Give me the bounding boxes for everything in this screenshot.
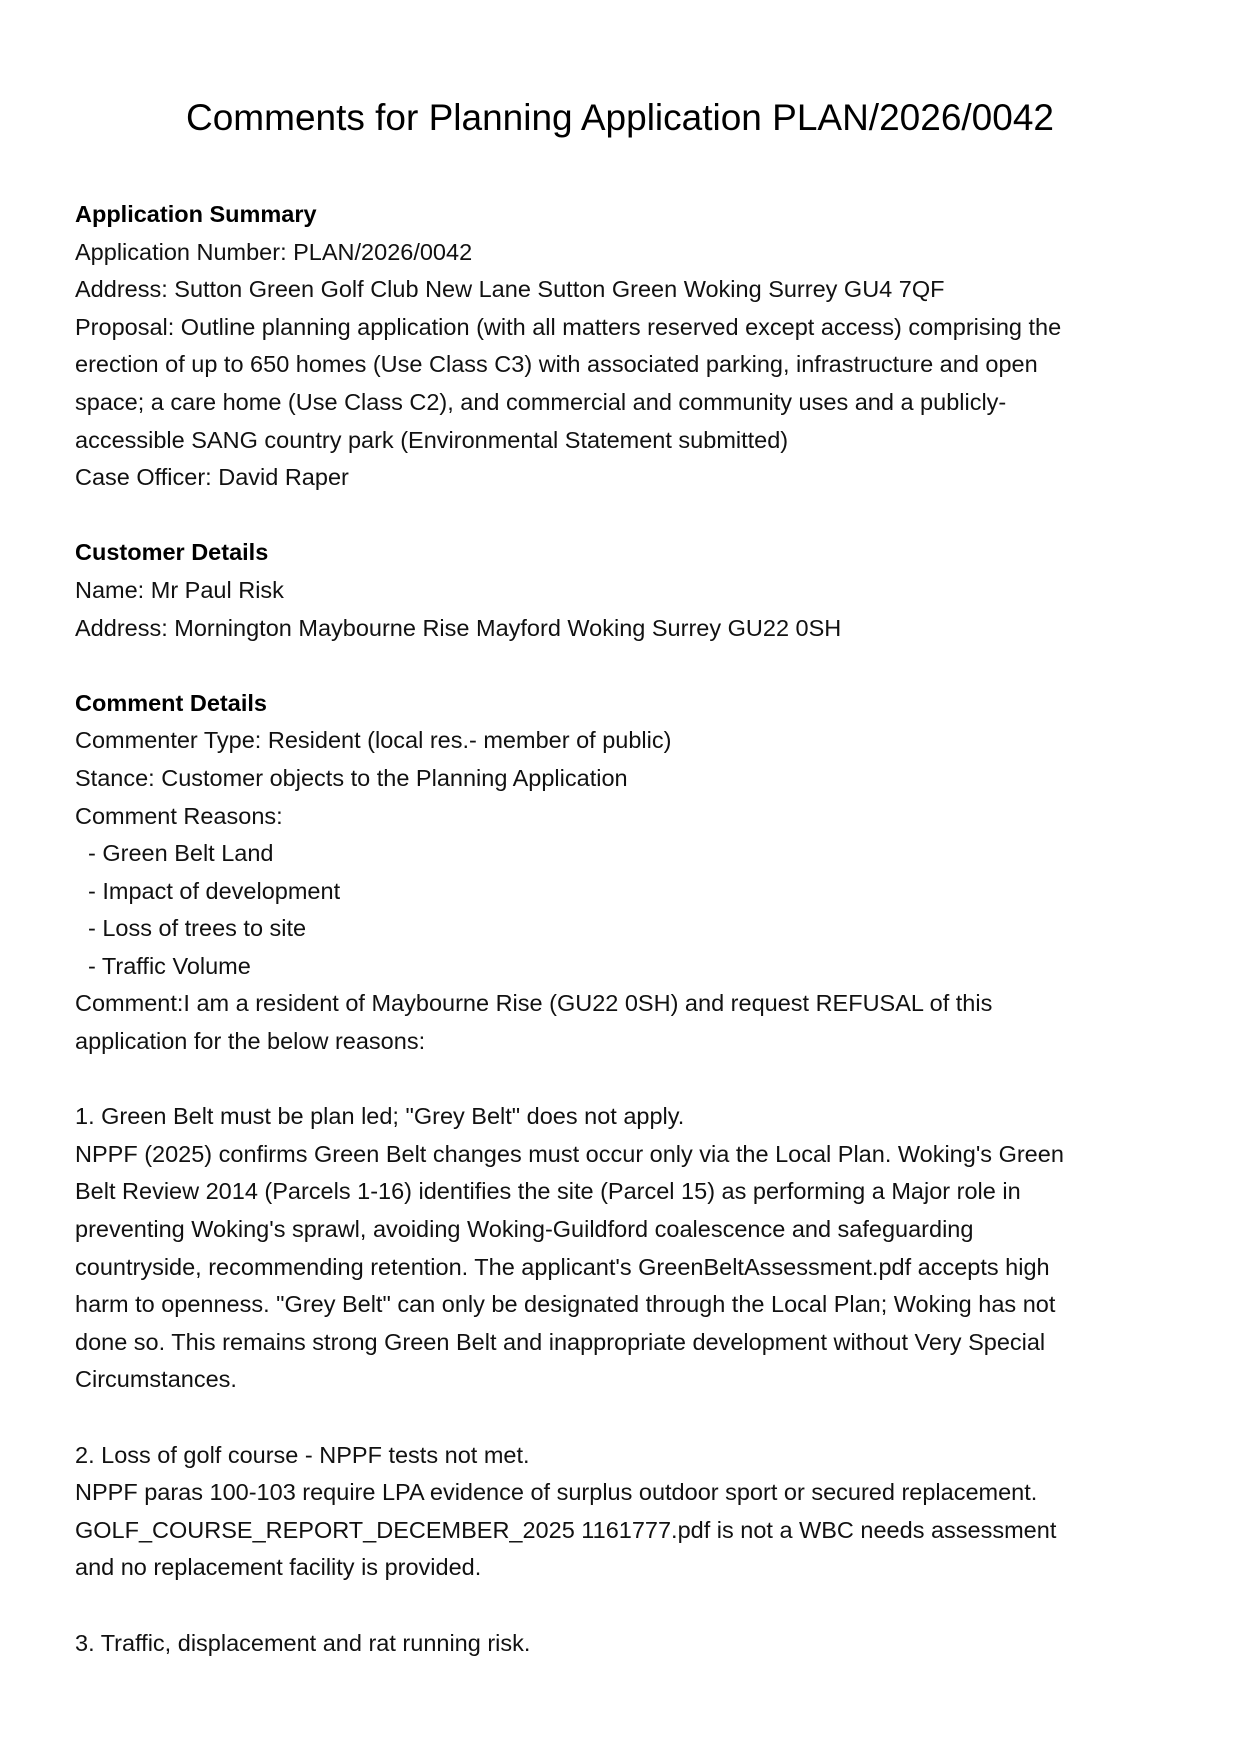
comment-reason-item: - Traffic Volume (88, 952, 251, 979)
application-summary-section (75, 196, 1175, 497)
section-spacer (75, 497, 1175, 535)
proposal-line: space; a care home (Use Class C2), and commercial and community uses and a publicly- (75, 388, 1007, 415)
commenter-type: Commenter Type: Resident (local res.- member of public) (75, 727, 672, 754)
point1-line: countryside, recommending retention. The applicant's GreenBeltAssessment.pdf accepts high (75, 1253, 1050, 1280)
point3-line: 3. Traffic, displacement and rat running risk. (75, 1629, 531, 1656)
comment-details-heading: Comment Details (75, 689, 267, 716)
point2-line: and no replacement facility is provided. (75, 1554, 482, 1581)
document-body (75, 196, 1175, 1662)
comment-point-3 (75, 1625, 1175, 1663)
comment-reason-item: - Impact of development (88, 877, 341, 904)
comment-point-2 (75, 1437, 1175, 1587)
page-title: Comments for Planning Application PLAN/2026/0042 (186, 97, 1054, 138)
point2-line: GOLF_COURSE_REPORT_DECEMBER_2025 1161777.pdf is not a WBC needs assessment (75, 1516, 1057, 1543)
comment-details-section (75, 685, 1175, 1662)
comment-point-1 (75, 1098, 1175, 1399)
stance: Stance: Customer objects to the Planning Application (75, 764, 628, 791)
comment-intro-line: Comment:I am a resident of Maybourne Rise (GU22 0SH) and request REFUSAL of this (75, 990, 993, 1017)
proposal-line: Proposal: Outline planning application (with all matters reserved except access) comprising the (75, 313, 1062, 340)
section-spacer (75, 647, 1175, 685)
application-number: Application Number: PLAN/2026/0042 (75, 238, 473, 265)
point2-line: NPPF paras 100-103 require LPA evidence of surplus outdoor sport or secured replacement. (75, 1479, 1038, 1506)
point1-line: preventing Woking's sprawl, avoiding Woking-Guildford coalescence and safeguarding (75, 1216, 974, 1243)
comment-reason-item: - Loss of trees to site (88, 915, 307, 942)
point1-line: harm to openness. "Grey Belt" can only be designated through the Local Plan; Woking has not (75, 1291, 1056, 1318)
comment-reason-item: - Green Belt Land (88, 840, 274, 867)
proposal-line: accessible SANG country park (Environmental Statement submitted) (75, 426, 789, 453)
comment-intro-line: application for the below reasons: (75, 1028, 426, 1055)
proposal-line: erection of up to 650 homes (Use Class C3) with associated parking, infrastructure and open (75, 351, 1038, 378)
application-address: Address: Sutton Green Golf Club New Lane Sutton Green Woking Surrey GU4 7QF (75, 276, 945, 303)
point1-line: NPPF (2025) confirms Green Belt changes must occur only via the Local Plan. Woking's Green (75, 1140, 1064, 1167)
comment-reasons-label: Comment Reasons: (75, 802, 283, 829)
point1-line: Circumstances. (75, 1366, 237, 1393)
application-summary-heading: Application Summary (75, 201, 317, 227)
point1-line: 1. Green Belt must be plan led; "Grey Belt" does not apply. (75, 1103, 685, 1130)
customer-name: Name: Mr Paul Risk (75, 576, 284, 603)
customer-address: Address: Mornington Maybourne Rise Mayford Woking Surrey GU22 0SH (75, 614, 842, 641)
point1-line: done so. This remains strong Green Belt and inappropriate development without Very Special (75, 1328, 1046, 1355)
customer-details-heading: Customer Details (75, 539, 269, 566)
paragraph-spacer (75, 1061, 1175, 1099)
point1-line: Belt Review 2014 (Parcels 1-16) identifies the site (Parcel 15) as performing a Major role in (75, 1178, 1021, 1205)
case-officer: Case Officer: David Raper (75, 464, 349, 491)
point2-line: 2. Loss of golf course - NPPF tests not met. (75, 1441, 530, 1468)
customer-details-section (75, 534, 1175, 647)
paragraph-spacer (75, 1399, 1175, 1437)
paragraph-spacer (75, 1587, 1175, 1625)
